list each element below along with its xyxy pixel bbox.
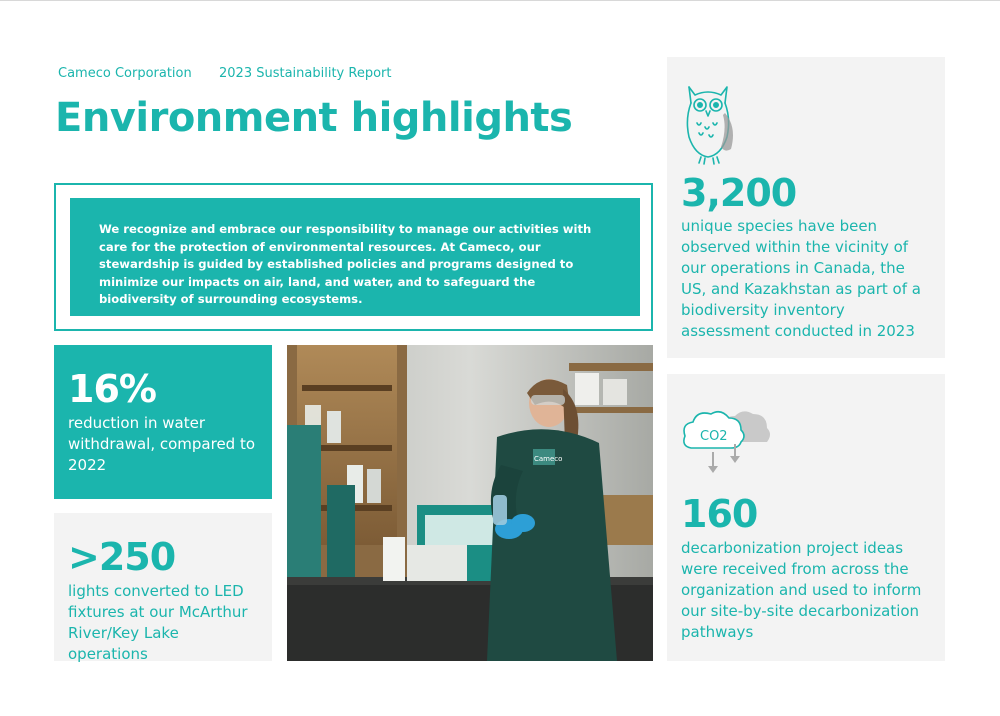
photo-badge: Cameco <box>534 455 563 463</box>
report-name: 2023 Sustainability Report <box>219 66 392 81</box>
company-name: Cameco Corporation <box>58 66 192 81</box>
decarb-stat-card <box>667 374 945 661</box>
lab-photo <box>287 345 653 661</box>
lights-stat-description: lights converted to LED fixtures at our McArthur River/Key Lake operations <box>68 582 248 663</box>
lights-stat-card <box>54 513 272 661</box>
species-stat-value: 3,200 <box>681 171 797 215</box>
decarb-stat-value: 160 <box>681 492 758 536</box>
lab-photo-illustration <box>287 345 653 661</box>
water-stat-value: 16% <box>68 367 156 411</box>
intro-text: We recognize and embrace our responsibility to manage our activities with care for the protection of environmental resources. At Cameco, our stewardship is guided by established policies and programs designed to minimize our impacts on air, land, and water, and to safeguard the biodiversity of surrounding ecosystems. <box>99 222 592 307</box>
water-stat-card <box>54 345 272 499</box>
co2-label: CO2 <box>700 429 728 444</box>
water-stat-description: reduction in water withdrawal, compared to 2022 <box>68 414 256 474</box>
lights-stat-value: >250 <box>68 535 176 579</box>
page-title: Environment highlights <box>55 95 573 141</box>
owl-icon <box>679 83 737 165</box>
intro-box <box>70 198 640 316</box>
species-stat-description: unique species have been observed within the vicinity of our operations in Canada, the US, and Kazakhstan as part of a biodiversity inventory assessment conducted in 2023 <box>681 217 921 340</box>
species-stat-card <box>667 57 945 358</box>
decarb-stat-description: decarbonization project ideas were received from across the organization and used to inform our site-by-site decarbonization pathways <box>681 539 922 641</box>
co2-cloud-icon <box>675 396 775 476</box>
intro-frame <box>54 183 653 331</box>
top-divider <box>0 0 1000 1</box>
